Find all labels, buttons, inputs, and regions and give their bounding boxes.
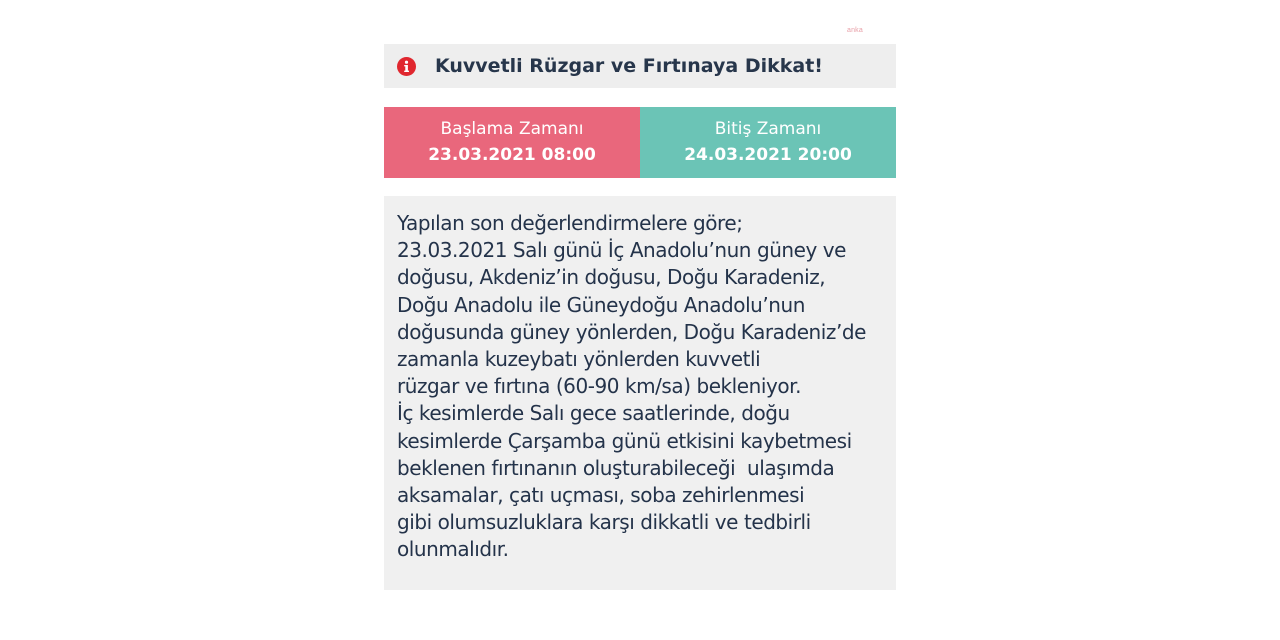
description-line: İç kesimlerde Salı gece saatlerinde, doğu [397,401,790,426]
description-line: zamanla kuzeybatı yönlerden kuvvetli [397,347,761,372]
start-time-value: 23.03.2021 08:00 [428,144,596,165]
watermark-text: anka [847,27,863,34]
end-time-box [640,107,896,178]
description-line: gibi olumsuzluklara karşı dikkatli ve tedbirli [397,510,811,535]
alert-header [384,44,896,88]
description-line: doğusunda güney yönlerden, Doğu Karadeniz’de [397,319,866,344]
description-line: olunmalıdır. [397,537,509,562]
time-range [384,107,896,178]
description-line: rüzgar ve fırtına (60-90 km/sa) bekleniyor. [397,374,801,399]
start-time-box [384,107,640,178]
end-time-value: 24.03.2021 20:00 [684,144,852,165]
start-time-label: Başlama Zamanı [440,118,584,139]
description-line: Doğu Anadolu ile Güneydoğu Anadolu’nun [397,292,805,317]
description-line: 23.03.2021 Salı günü İç Anadolu’nun güney ve [397,238,847,263]
alert-description [384,196,896,590]
description-line: beklenen fırtınanın oluşturabileceği ulaşımda [397,455,835,480]
description-line: kesimlerde Çarşamba günü etkisini kaybetmesi [397,428,852,453]
description-line: aksamalar, çatı uçması, soba zehirlenmesi [397,483,805,508]
info-icon [397,57,416,76]
description-line: doğusu, Akdeniz’in doğusu, Doğu Karadeniz, [397,265,826,290]
end-time-label: Bitiş Zamanı [714,118,822,139]
alert-title: Kuvvetli Rüzgar ve Fırtınaya Dikkat! [435,55,823,77]
description-line: Yapılan son değerlendirmelere göre; [397,211,743,235]
